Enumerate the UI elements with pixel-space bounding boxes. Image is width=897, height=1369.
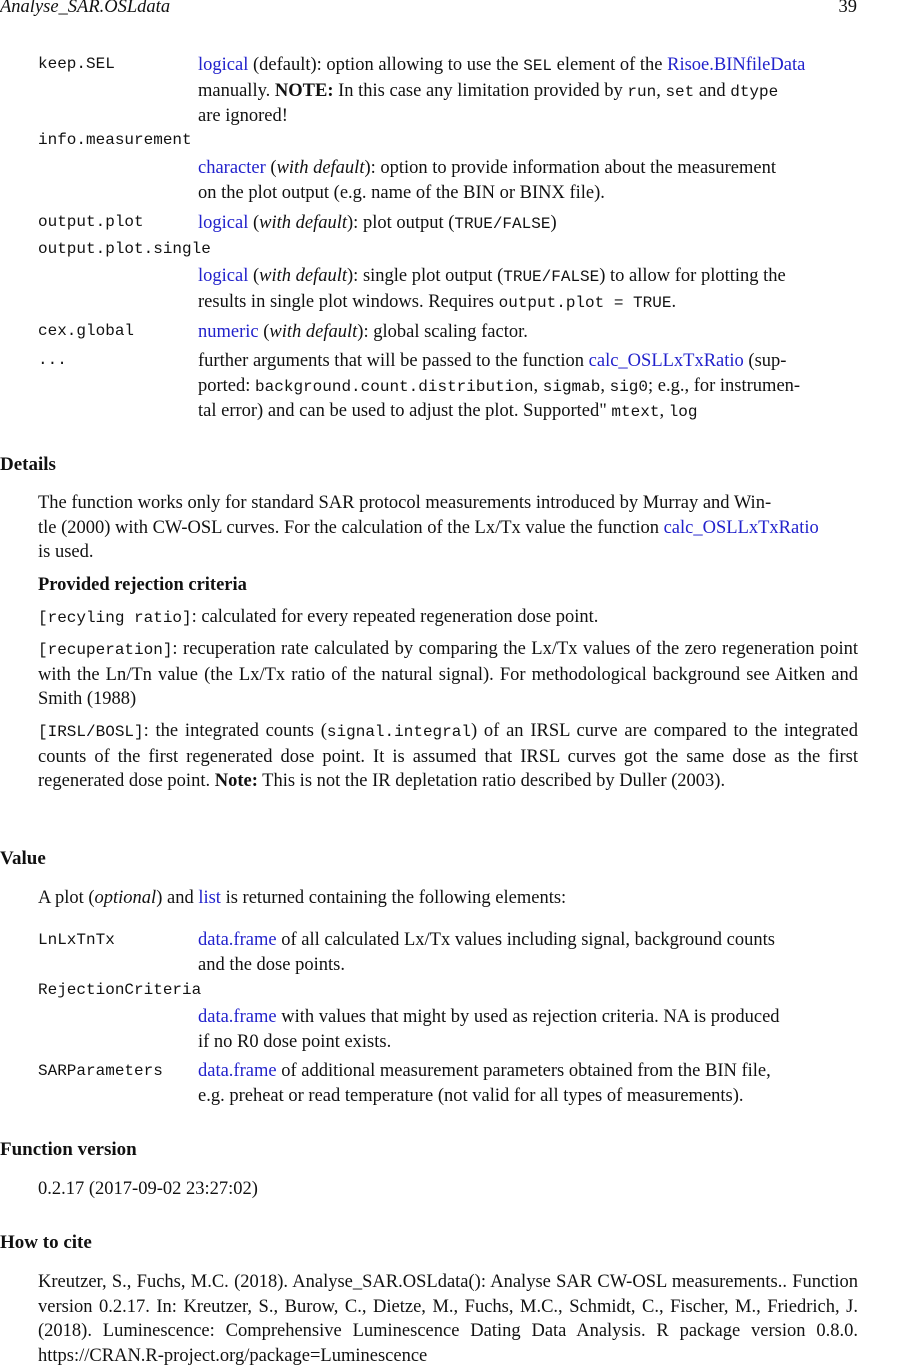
value-desc-lnlxtntx: data.frame of all calculated Lx/Tx values including signal, background counts and the dose points. — [198, 930, 775, 975]
arg-name-dots: ... — [38, 351, 67, 369]
logical-link[interactable]: logical — [198, 213, 249, 233]
value-desc-sarparameters: data.frame of additional measurement parameters obtained from the BIN file, e.g. preheat or read temperature (not valid for all types of measurements). — [198, 1061, 771, 1106]
character-link[interactable]: character — [198, 158, 266, 178]
numeric-link[interactable]: numeric — [198, 322, 259, 342]
value-name-sarparameters: SARParameters — [38, 1062, 163, 1080]
value-name-rejectioncriteria: RejectionCriteria — [38, 981, 202, 999]
function-version-text: 0.2.17 (2017-09-02 23:27:02) — [38, 1179, 258, 1199]
rejection-criteria-subheading: Provided rejection criteria — [38, 575, 247, 595]
risoe-binfiledata-link[interactable]: Risoe.BINfileData — [667, 55, 806, 75]
function-version-heading: Function version — [0, 1139, 137, 1160]
data-frame-link[interactable]: data.frame — [198, 930, 277, 950]
arg-name-info-measurement: info.measurement — [38, 131, 192, 149]
list-link[interactable]: list — [198, 888, 221, 908]
running-header-title: Analyse_SAR.OSLdata — [0, 0, 171, 17]
value-intro: A plot (optional) and list is returned containing the following elements: — [38, 888, 567, 908]
arg-name-output-plot-single: output.plot.single — [38, 240, 211, 258]
arg-desc-dots: further arguments that will be passed to the function calc_OSLLxTxRatio (sup- ported: background.count.distribution, sigmab, sig0; e.g., for instrumen- tal error) and can be used to adjust the plot. Supported" mtext, log — [198, 351, 801, 421]
details-heading: Details — [0, 454, 56, 475]
arg-desc-output-plot: logical (with default): plot output (TRUE/FALSE) — [198, 213, 557, 233]
logical-link[interactable]: logical — [198, 55, 249, 75]
page-number: 39 — [838, 0, 857, 17]
criterion-recuperation: [recuperation]: recuperation rate calculated by comparing the Lx/Tx values of the zero regeneration point with the Ln/Tn value (the Lx/Tx ratio of the natural signal). For methodological background see Aitken and Smith (1988) — [38, 639, 858, 709]
how-to-cite-heading: How to cite — [0, 1232, 92, 1253]
criterion-irsl-bosl: [IRSL/BOSL]: the integrated counts (signal.integral) of an IRSL curve are compared to the integrated counts of the first regenerated dose point. It is assumed that IRSL curves got the same dose as the first regenerated dose point. Note: This is not the IR depletation ratio described by Duller (2003). — [38, 721, 858, 791]
details-paragraph: The function works only for standard SAR protocol measurements introduced by Murray and Win- tle (2000) with CW-OSL curves. For the calculation of the Lx/Tx value the function calc_OSLLxTxRatio is used. — [38, 493, 819, 562]
data-frame-link[interactable]: data.frame — [198, 1007, 277, 1027]
value-name-lnlxtntx: LnLxTnTx — [38, 931, 115, 949]
arg-desc-output-plot-single: logical (with default): single plot output (TRUE/FALSE) to allow for plotting the results in single plot windows. Requires output.plot = TRUE. — [198, 266, 786, 312]
arg-name-output-plot: output.plot — [38, 213, 144, 231]
criterion-recycling-ratio: [recyling ratio]: calculated for every repeated regeneration dose point. — [38, 607, 599, 627]
arg-desc-cex-global: numeric (with default): global scaling factor. — [198, 322, 528, 342]
arg-desc-keep-sel: logical (default): option allowing to use the SEL element of the Risoe.BINfileData manually. NOTE: In this case any limitation provided by run, set and dtype are ignored! — [198, 55, 806, 126]
calc-osllxtxratio-link[interactable]: calc_OSLLxTxRatio — [663, 517, 819, 538]
data-frame-link[interactable]: data.frame — [198, 1061, 277, 1081]
arg-name-cex-global: cex.global — [38, 322, 135, 340]
calc-osllxtxratio-link[interactable]: calc_OSLLxTxRatio — [588, 351, 744, 371]
arg-name-keep-sel: keep.SEL — [38, 55, 115, 73]
logical-link[interactable]: logical — [198, 266, 249, 286]
value-heading: Value — [0, 848, 46, 869]
value-desc-rejectioncriteria: data.frame with values that might by used as rejection criteria. NA is produced if no R0 dose point exists. — [198, 1007, 780, 1052]
citation-text: Kreutzer, S., Fuchs, M.C. (2018). Analyse_SAR.OSLdata(): Analyse SAR CW-OSL measurements.. Function version 0.2.17. In: Kreutzer, S., Burow, C., Dietze, M., Fuchs, M.C., Schmidt, C., Fischer, M., Friedrich, J. (2018). Luminescence: Comprehensive Luminescence Dating Data Analysis. R package version 0.8.0. https://CRAN.R-project.org/package=Luminescence — [38, 1272, 858, 1366]
arg-desc-info-measurement: character (with default): option to provide information about the measurement on the plot output (e.g. name of the BIN or BINX file). — [198, 158, 776, 203]
